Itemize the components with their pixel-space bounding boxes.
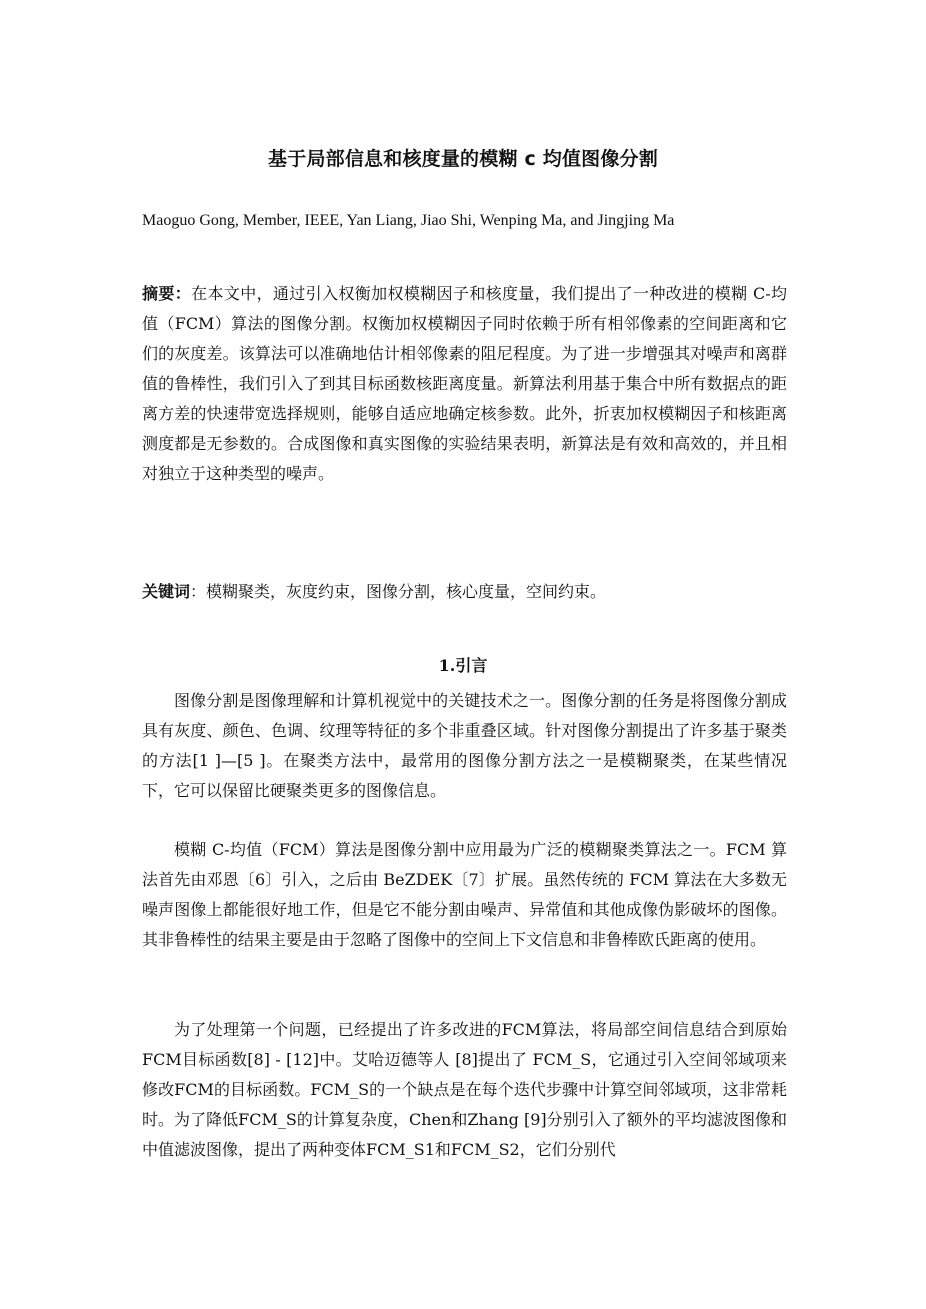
section-heading: 1.引言 <box>438 656 488 675</box>
keywords <box>142 577 787 607</box>
paper-title: 基于局部信息和核度量的模糊 c 均值图像分割 <box>268 148 658 170</box>
body-paragraph: 为了处理第一个问题，已经提出了许多改进的FCM算法，将局部空间信息结合到原始FCM目标函数[8] - [12]中。艾哈迈德等人 [8]提出了 FCM_S，它通过引入空间邻域项来修改FCM的目标函数。FCM_S的一个缺点是在每个迭代步骤中计算空间邻域项，这非常耗时。为了降低FCM_S的计算复杂度，Chen和Zhang [9]分别引入了额外的平均滤波图像和中值滤波图像，提出了两种变体FCM_S1和FCM_S2，它们分别代 <box>142 1020 787 1159</box>
abstract <box>142 279 787 489</box>
author-list: Maoguo Gong, Member, IEEE, Yan Liang, Jiao Shi, Wenping Ma, and Jingjing Ma <box>142 212 675 229</box>
keywords-text: ：模糊聚类，灰度约束，图像分割，核心度量，空间约束。 <box>190 582 607 601</box>
abstract-label: 摘要： <box>142 284 192 303</box>
body-paragraph: 图像分割是图像理解和计算机视觉中的关键技术之一。图像分割的任务是将图像分割成具有灰度、颜色、色调、纹理等特征的多个非重叠区域。针对图像分割提出了许多基于聚类的方法[1 ]—[5 ]。在聚类方法中，最常用的图像分割方法之一是模糊聚类，在某些情况下，它可以保留比硬聚类更多的图像信息。 <box>142 691 787 800</box>
abstract-text: 在本文中，通过引入权衡加权模糊因子和核度量，我们提出了一种改进的模糊 C-均值（FCM）算法的图像分割。权衡加权模糊因子同时依赖于所有相邻像素的空间距离和它们的灰度差。该算法可以准确地估计相邻像素的阻尼程度。为了进一步增强其对噪声和离群值的鲁棒性，我们引入了到其目标函数核距离度量。新算法利用基于集合中所有数据点的距离方差的快速带宽选择规则，能够自适应地确定核参数。此外，折衷加权模糊因子和核距离测度都是无参数的。合成图像和真实图像的实验结果表明，新算法是有效和高效的，并且相对独立于这种类型的噪声。 <box>142 284 787 483</box>
body-paragraph: 模糊 C-均值（FCM）算法是图像分割中应用最为广泛的模糊聚类算法之一。FCM 算法首先由邓恩〔6〕引入，之后由 BeZDEK〔7〕扩展。虽然传统的 FCM 算法在大多数无噪声图像上都能很好地工作，但是它不能分割由噪声、异常值和其他成像伪影破坏的图像。其非鲁棒性的结果主要是由于忽略了图像中的空间上下文信息和非鲁棒欧氏距离的使用。 <box>142 840 787 949</box>
keywords-label: 关键词 <box>142 582 191 601</box>
